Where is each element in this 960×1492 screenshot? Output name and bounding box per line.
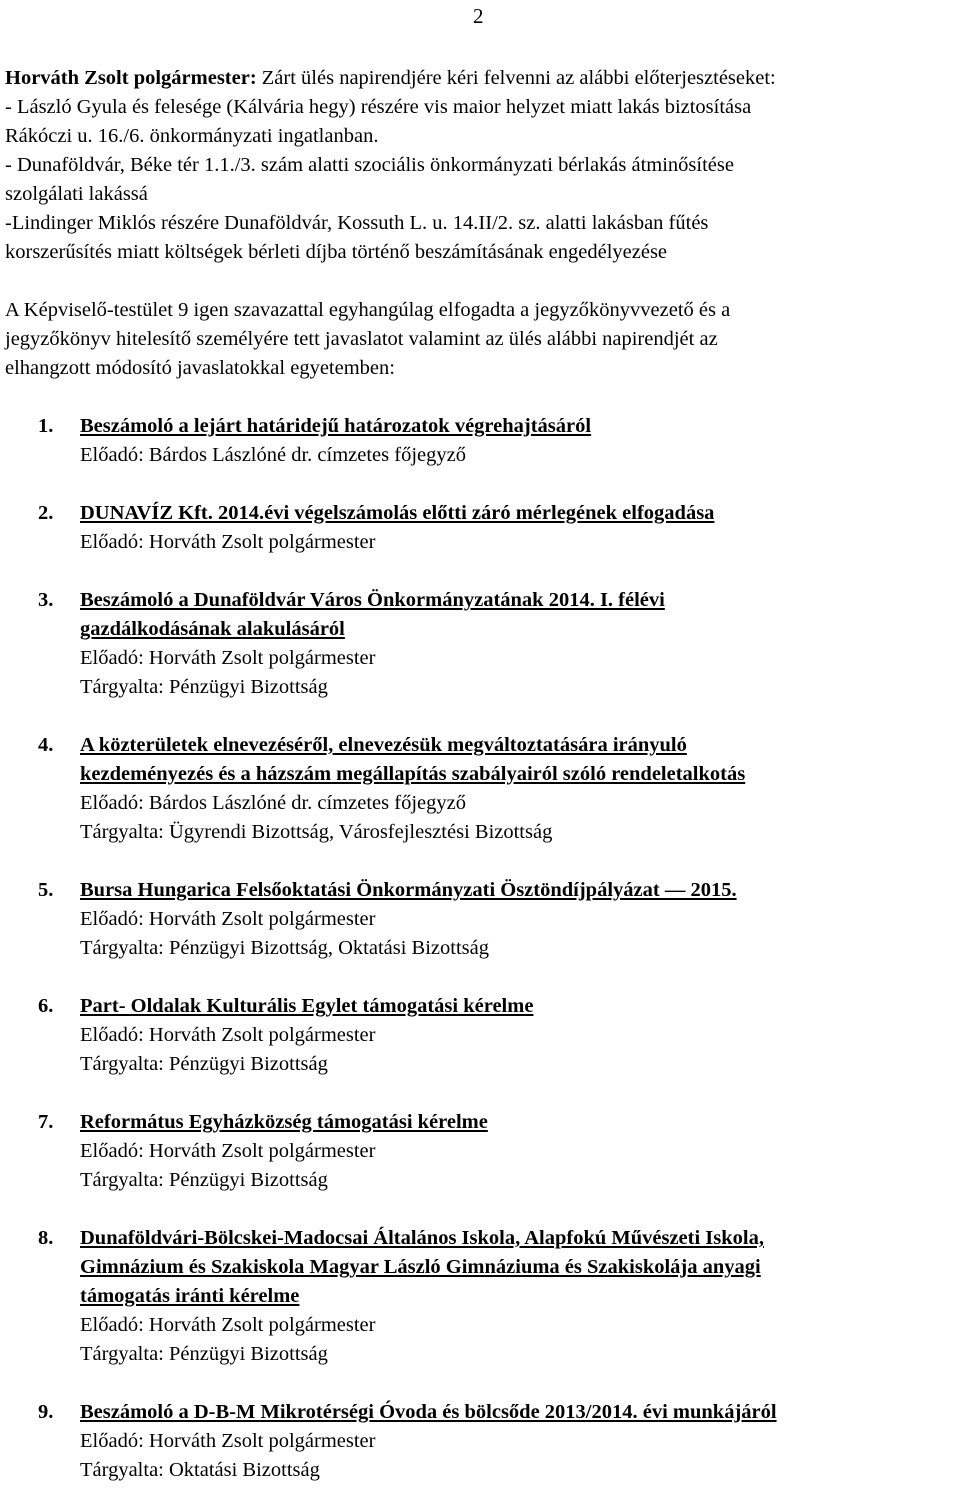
agenda-number: 1.	[38, 415, 54, 437]
agenda-number: 3.	[38, 589, 54, 611]
document-body	[5, 64, 945, 1485]
agenda-item	[5, 992, 945, 1079]
agenda-title: Beszámoló a D-B-M Mikrotérségi Óvoda és bölcsőde 2013/2014. évi munkájáról	[80, 1401, 777, 1423]
agenda-title: Gimnázium és Szakiskola Magyar László Gimnáziuma és Szakiskolája anyagi	[80, 1256, 761, 1278]
agenda-presenter: Előadó: Horváth Zsolt polgármester	[80, 531, 376, 553]
intro-line: - Dunaföldvár, Béke tér 1.1./3. szám alatti szociális önkormányzati bérlakás átminősítése	[5, 154, 734, 176]
intro-line: -Lindinger Miklós részére Dunaföldvár, Kossuth L. u. 14.II/2. sz. alatti lakásban fűtés	[5, 212, 709, 234]
agenda-title: támogatás iránti kérelme	[80, 1285, 300, 1307]
resolution-line: elhangzott módosító javaslatokkal egyetemben:	[5, 357, 395, 379]
agenda-committee: Tárgyalta: Pénzügyi Bizottság	[80, 1169, 328, 1191]
agenda-title: Beszámoló a Dunaföldvár Város Önkormányzatának 2014. I. félévi	[80, 589, 665, 611]
intro-line: - László Gyula és felesége (Kálvária hegy) részére vis maior helyzet miatt lakás biztosítása	[5, 96, 752, 118]
agenda-presenter: Előadó: Horváth Zsolt polgármester	[80, 1430, 376, 1452]
agenda-number: 4.	[38, 734, 54, 756]
agenda-title: kezdeményezés és a házszám megállapítás szabályairól szóló rendeletalkotás	[80, 763, 746, 785]
agenda-committee: Tárgyalta: Pénzügyi Bizottság	[80, 676, 328, 698]
speaker-name: Horváth Zsolt polgármester:	[5, 67, 257, 89]
agenda-committee: Tárgyalta: Pénzügyi Bizottság, Oktatási Bizottság	[80, 937, 489, 959]
agenda-list	[5, 412, 945, 1485]
resolution-line: A Képviselő-testület 9 igen szavazattal egyhangúlag elfogadta a jegyzőkönyvvezető és a	[5, 299, 731, 321]
agenda-title: Part- Oldalak Kulturális Egylet támogatási kérelme	[80, 995, 534, 1017]
agenda-number: 5.	[38, 879, 54, 901]
speaker-text: Zárt ülés napirendjére kéri felvenni az alábbi előterjesztéseket:	[256, 67, 776, 89]
agenda-title: Beszámoló a lejárt határidejű határozatok végrehajtásáról	[80, 415, 592, 437]
agenda-item	[5, 412, 945, 470]
agenda-item	[5, 1108, 945, 1195]
intro-line: Rákóczi u. 16./6. önkormányzati ingatlanban.	[5, 125, 379, 147]
agenda-item	[5, 731, 945, 847]
agenda-item	[5, 1224, 945, 1369]
agenda-number: 8.	[38, 1227, 54, 1249]
agenda-title: Bursa Hungarica Felsőoktatási Önkormányzati Ösztöndíjpályázat — 2015.	[80, 879, 737, 901]
agenda-item	[5, 499, 945, 557]
agenda-item	[5, 876, 945, 963]
agenda-presenter: Előadó: Horváth Zsolt polgármester	[80, 1314, 376, 1336]
agenda-committee: Tárgyalta: Ügyrendi Bizottság, Városfejlesztési Bizottság	[80, 821, 553, 843]
agenda-title: Dunaföldvári-Bölcskei-Madocsai Általános Iskola, Alapfokú Művészeti Iskola,	[80, 1227, 764, 1249]
agenda-presenter: Előadó: Horváth Zsolt polgármester	[80, 1140, 376, 1162]
agenda-committee: Tárgyalta: Pénzügyi Bizottság	[80, 1053, 328, 1075]
agenda-title: DUNAVÍZ Kft. 2014.évi végelszámolás előtti záró mérlegének elfogadása	[80, 502, 715, 524]
intro-line: szolgálati lakássá	[5, 183, 148, 205]
agenda-title: Református Egyházközség támogatási kérelme	[80, 1111, 488, 1133]
agenda-presenter: Előadó: Horváth Zsolt polgármester	[80, 1024, 376, 1046]
agenda-number: 9.	[38, 1401, 54, 1423]
agenda-number: 7.	[38, 1111, 54, 1133]
agenda-presenter: Előadó: Bárdos Lászlóné dr. címzetes főjegyző	[80, 444, 466, 466]
intro-line: korszerűsítés miatt költségek bérleti díjba történő beszámításának engedélyezése	[5, 241, 668, 263]
resolution-line: jegyzőkönyv hitelesítő személyére tett javaslatot valamint az ülés alábbi napirendjét az	[5, 328, 718, 350]
agenda-presenter: Előadó: Horváth Zsolt polgármester	[80, 908, 376, 930]
agenda-committee: Tárgyalta: Pénzügyi Bizottság	[80, 1343, 328, 1365]
agenda-title: gazdálkodásának alakulásáról	[80, 618, 345, 640]
agenda-number: 6.	[38, 995, 54, 1017]
agenda-presenter: Előadó: Horváth Zsolt polgármester	[80, 647, 376, 669]
agenda-number: 2.	[38, 502, 54, 524]
agenda-presenter: Előadó: Bárdos Lászlóné dr. címzetes főjegyző	[80, 792, 466, 814]
agenda-title: A közterületek elnevezéséről, elnevezésük megváltoztatására irányuló	[80, 734, 687, 756]
agenda-item	[5, 586, 945, 702]
page-number: 2	[473, 4, 484, 28]
intro-first-line	[5, 64, 945, 93]
agenda-committee: Tárgyalta: Oktatási Bizottság	[80, 1459, 320, 1481]
agenda-item	[5, 1398, 945, 1485]
